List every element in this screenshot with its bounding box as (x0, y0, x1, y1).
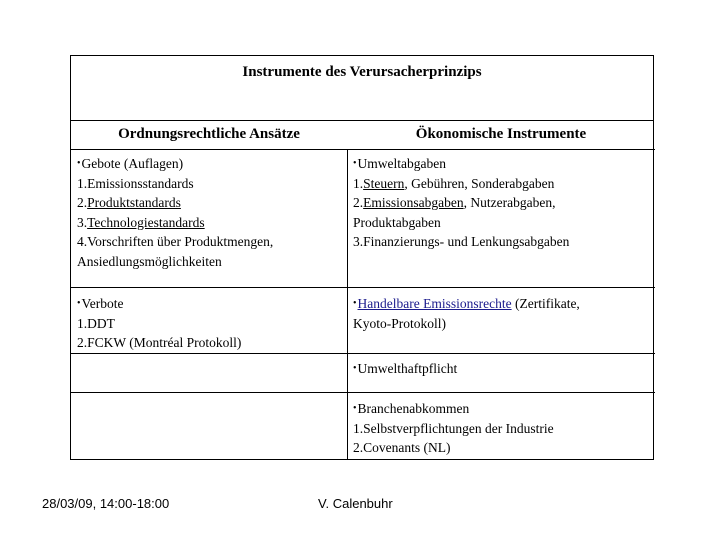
header-divider (71, 149, 655, 150)
link-handelbare-emissionsrechte[interactable]: Handelbare Emissionsrechte (357, 296, 512, 311)
link-technologiestandards[interactable]: Technologiestandards (87, 214, 205, 230)
list-item: 2.Covenants (NL) (353, 440, 451, 455)
cell-emissionsrechte (353, 294, 580, 333)
link-produktstandards[interactable]: Produktstandards (87, 195, 181, 210)
cell-gebote (77, 154, 273, 271)
list-item-text: , Nutzerabgaben, (463, 195, 556, 210)
bullet-icon: • (77, 298, 81, 309)
cell-umweltabgaben (353, 154, 569, 252)
cell-verbote (77, 294, 241, 353)
link-emissionsabgaben[interactable]: Emissionsabgaben (363, 195, 464, 210)
list-item-number: 1. (353, 175, 364, 191)
bullet-icon: • (353, 298, 357, 309)
row-divider-2 (71, 353, 655, 354)
list-item-number: 2. (77, 195, 88, 210)
row-divider-3 (71, 392, 655, 393)
table-title: Instrumente des Verursacherprinzips (242, 64, 482, 80)
list-item: Produktabgaben (353, 214, 441, 230)
column-header-regulatory: Ordnungsrechtliche Ansätze (118, 126, 300, 142)
cell-umwelthaftpflicht (353, 359, 457, 379)
list-item: 4.Vorschriften über Produktmengen, (77, 234, 274, 249)
row-divider-1 (71, 287, 655, 288)
bullet-icon: • (353, 363, 357, 374)
list-item-text: (Zertifikate, (511, 296, 580, 311)
list-item: Kyoto-Protokoll) (353, 315, 446, 331)
footer-author: V. Calenbuhr (318, 496, 393, 511)
list-item: 1.Emissionsstandards (77, 175, 194, 191)
cell-branchenabkommen (353, 399, 554, 458)
bullet-icon: • (353, 403, 357, 414)
branchenabkommen-heading: Branchenabkommen (357, 401, 470, 416)
list-item: Ansiedlungsmöglichkeiten (77, 253, 222, 269)
gebote-heading: Gebote (Auflagen) (81, 156, 184, 171)
bullet-icon: • (353, 158, 357, 169)
bullet-icon: • (77, 158, 81, 169)
umwelthaftpflicht-heading: Umwelthaftpflicht (357, 361, 458, 376)
title-divider (71, 120, 653, 121)
column-header-economic: Ökonomische Instrumente (415, 126, 587, 142)
verbote-heading: Verbote (81, 296, 124, 311)
link-steuern[interactable]: Steuern (363, 175, 405, 191)
list-item: 1.Selbstverpflichtungen der Industrie (353, 420, 554, 436)
list-item: 1.DDT (77, 315, 115, 331)
list-item-number: 3. (77, 214, 88, 230)
footer-date: 28/03/09, 14:00-18:00 (42, 496, 170, 511)
list-item-text: , Gebühren, Sonderabgaben (404, 175, 555, 191)
list-item: 2.FCKW (Montréal Protokoll) (77, 335, 242, 350)
instrument-table (70, 55, 654, 460)
list-item-number: 2. (353, 195, 364, 210)
umweltabgaben-heading: Umweltabgaben (357, 156, 446, 171)
column-divider (347, 149, 348, 460)
list-item: 3.Finanzierungs- und Lenkungsabgaben (353, 234, 570, 249)
